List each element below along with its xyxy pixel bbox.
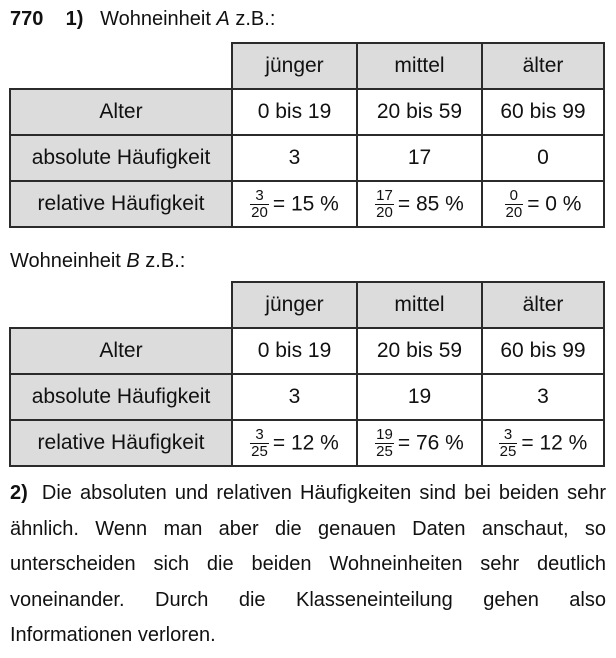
row-label-relative: relative Häufigkeit — [10, 181, 232, 227]
cell-alter-juenger: 0 bis 19 — [232, 89, 357, 135]
part-2-text: Die absoluten und relativen Häufigkeiten sind bei beiden sehr ähnlich. Wenn man aber die genauen Daten anschaut, so unterscheiden sich die beiden Wohneinheiten sehr deutlich voneinander. Durch die Klasseneinteilung gehen also Informationen verloren. — [10, 482, 606, 646]
percent-result: = 12 % — [272, 431, 339, 454]
part-1-label: 1) — [65, 8, 84, 30]
fraction-denominator: 25 — [376, 442, 393, 460]
header-juenger: jünger — [232, 282, 357, 328]
row-label-relative: relative Häufigkeit — [10, 420, 232, 466]
cell-rel-mittel — [357, 420, 482, 466]
cell-alter-mittel: 20 bis 59 — [357, 328, 482, 374]
row-label-absolute: absolute Häufigkeit — [10, 135, 232, 181]
fraction — [505, 188, 524, 221]
cell-abs-mittel: 19 — [357, 374, 482, 420]
table-unit-a — [9, 42, 605, 228]
fraction-denominator: 25 — [499, 442, 517, 460]
header-mittel: mittel — [357, 282, 482, 328]
header-juenger: jünger — [232, 43, 357, 89]
part-2-paragraph — [10, 476, 606, 654]
cell-alter-mittel: 20 bis 59 — [357, 89, 482, 135]
fraction — [375, 188, 394, 221]
exercise-heading — [10, 8, 275, 31]
table-corner — [10, 282, 232, 328]
cell-abs-juenger: 3 — [232, 374, 357, 420]
fraction-numerator: 19 — [376, 425, 393, 443]
cell-alter-aelter: 60 bis 99 — [482, 328, 604, 374]
exercise-number: 770 — [10, 8, 44, 30]
fraction — [250, 427, 269, 460]
fraction-denominator: 20 — [505, 203, 523, 221]
subheading-text-a: Wohneinheit — [10, 250, 127, 272]
header-aelter: älter — [482, 43, 604, 89]
fraction-denominator: 20 — [251, 203, 268, 221]
cell-rel-juenger — [232, 420, 357, 466]
row-label-alter: Alter — [10, 328, 232, 374]
percent-result: = 85 % — [397, 192, 464, 215]
cell-rel-juenger — [232, 181, 357, 227]
percent-result: = 0 % — [527, 192, 582, 215]
row-label-absolute: absolute Häufigkeit — [10, 374, 232, 420]
heading-text-a: Wohneinheit — [100, 8, 217, 30]
part-2-label: 2) — [10, 482, 28, 504]
table-corner — [10, 43, 232, 89]
cell-alter-juenger: 0 bis 19 — [232, 328, 357, 374]
fraction-numerator: 3 — [499, 427, 518, 444]
fraction-denominator: 20 — [376, 203, 393, 221]
table-unit-b — [9, 281, 605, 467]
percent-result: = 12 % — [521, 431, 588, 454]
cell-abs-juenger: 3 — [232, 135, 357, 181]
cell-rel-aelter — [482, 181, 604, 227]
fraction — [250, 188, 269, 221]
subheading-variable-b: B — [126, 250, 140, 272]
heading-text-b: z.B.: — [229, 8, 276, 30]
header-mittel: mittel — [357, 43, 482, 89]
percent-result: = 76 % — [397, 431, 464, 454]
fraction-numerator: 17 — [376, 186, 393, 204]
header-aelter: älter — [482, 282, 604, 328]
heading-variable-a: A — [216, 8, 230, 30]
cell-rel-mittel — [357, 181, 482, 227]
cell-abs-aelter: 0 — [482, 135, 604, 181]
cell-rel-aelter — [482, 420, 604, 466]
fraction-denominator: 25 — [251, 442, 268, 460]
cell-abs-aelter: 3 — [482, 374, 604, 420]
fraction-numerator: 0 — [505, 188, 524, 205]
cell-abs-mittel: 17 — [357, 135, 482, 181]
unit-b-heading — [10, 250, 185, 273]
row-label-alter: Alter — [10, 89, 232, 135]
fraction-numerator: 3 — [250, 188, 269, 205]
subheading-text-b: z.B.: — [139, 250, 186, 272]
fraction-numerator: 3 — [250, 427, 269, 444]
fraction — [375, 427, 394, 460]
percent-result: = 15 % — [272, 192, 339, 215]
cell-alter-aelter: 60 bis 99 — [482, 89, 604, 135]
fraction — [499, 427, 518, 460]
